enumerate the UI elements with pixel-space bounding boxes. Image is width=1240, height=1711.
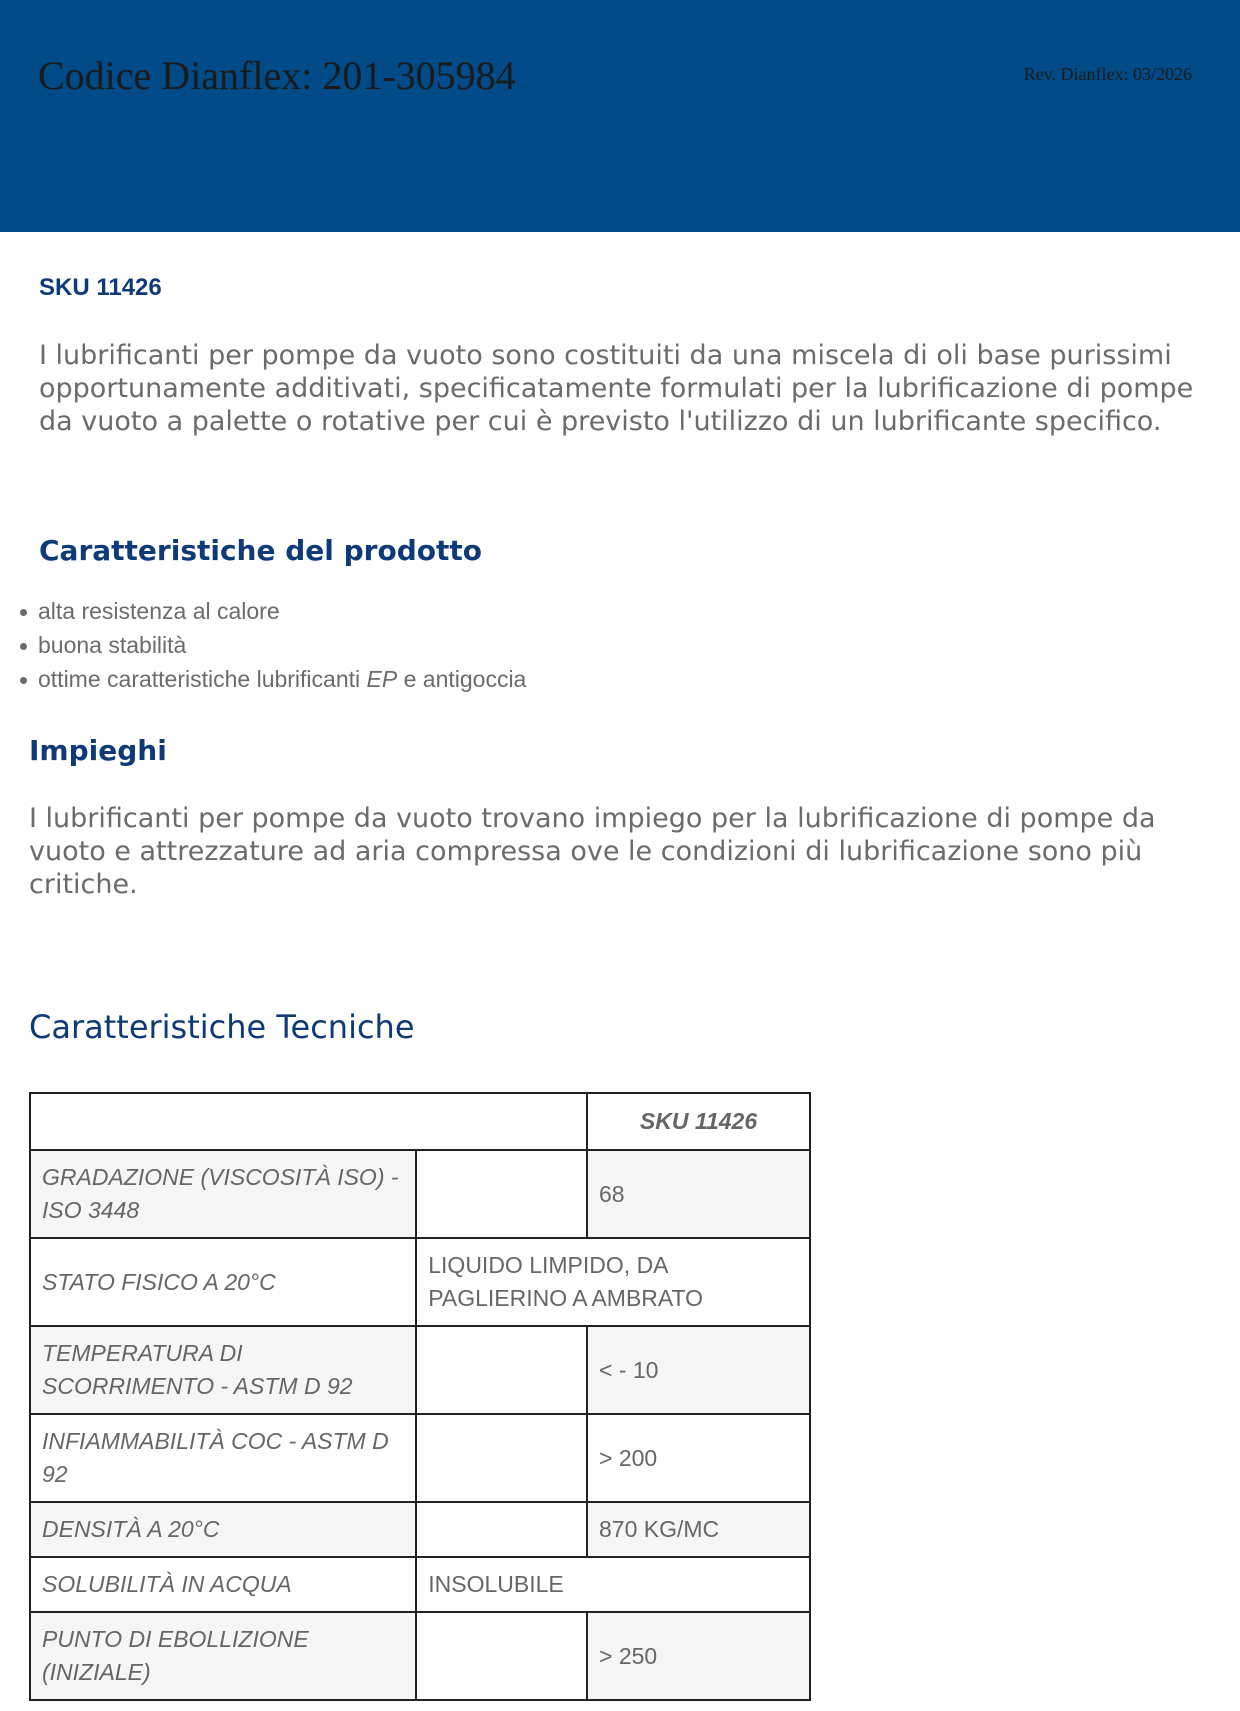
row-label: TEMPERATURA DI SCORRIMENTO - ASTM D 92 (30, 1326, 416, 1414)
header-bar (0, 0, 1240, 232)
uses-paragraph: I lubrificanti per pompe da vuoto trovano impiego per la lubrificazione di pompe da vuoto e attrezzature ad aria compressa ove le condizioni di lubrificazione sono più critiche. (29, 803, 1156, 900)
table-header-empty (30, 1093, 587, 1150)
tech-table (29, 1092, 811, 1701)
row-label: GRADAZIONE (VISCOSITÀ ISO) - ISO 3448 (30, 1150, 416, 1238)
table-row (30, 1326, 810, 1414)
feature-item: alta resistenza al calore (38, 594, 526, 628)
tech-heading: Caratteristiche Tecniche (29, 1008, 415, 1046)
table-row (30, 1238, 810, 1326)
row-label: INFIAMMABILITÀ COC - ASTM D 92 (30, 1414, 416, 1502)
row-value: LIQUIDO LIMPIDO, DA PAGLIERINO A AMBRATO (416, 1238, 810, 1326)
table-row (30, 1502, 810, 1557)
table-header-row (30, 1093, 810, 1150)
sku-label: SKU 11426 (39, 274, 162, 301)
row-value: < - 10 (587, 1326, 810, 1414)
row-value: > 250 (587, 1612, 810, 1700)
row-label: PUNTO DI EBOLLIZIONE (INIZIALE) (30, 1612, 416, 1700)
table-row (30, 1612, 810, 1700)
table-row (30, 1414, 810, 1502)
product-code: Codice Dianflex: 201-305984 (38, 53, 516, 98)
row-label: DENSITÀ A 20°C (30, 1502, 416, 1557)
features-heading: Caratteristiche del prodotto (39, 534, 482, 567)
feature-item: buona stabilità (38, 628, 526, 662)
table-row (30, 1557, 810, 1612)
row-value: 68 (587, 1150, 810, 1238)
row-label: STATO FISICO A 20°C (30, 1238, 416, 1326)
table-header-sku: SKU 11426 (587, 1093, 810, 1150)
feature-item: ottime caratteristiche lubrificanti EP e antigoccia (38, 662, 526, 696)
row-label: SOLUBILITÀ IN ACQUA (30, 1557, 416, 1612)
row-value: INSOLUBILE (416, 1557, 810, 1612)
intro-paragraph: I lubrificanti per pompe da vuoto sono costituiti da una miscela di oli base purissimi opportunamente additivati, specificatamente formulati per la lubrificazione di pompe da vuoto a palette o rotative per cui è previsto l'utilizzo di un lubrificante specifico. (39, 340, 1194, 437)
uses-heading: Impieghi (29, 734, 167, 767)
row-value: 870 KG/MC (587, 1502, 810, 1557)
features-list (38, 594, 526, 696)
row-value: > 200 (587, 1414, 810, 1502)
table-row (30, 1150, 810, 1238)
revision-label: Rev. Dianflex: 03/2026 (1023, 64, 1192, 84)
